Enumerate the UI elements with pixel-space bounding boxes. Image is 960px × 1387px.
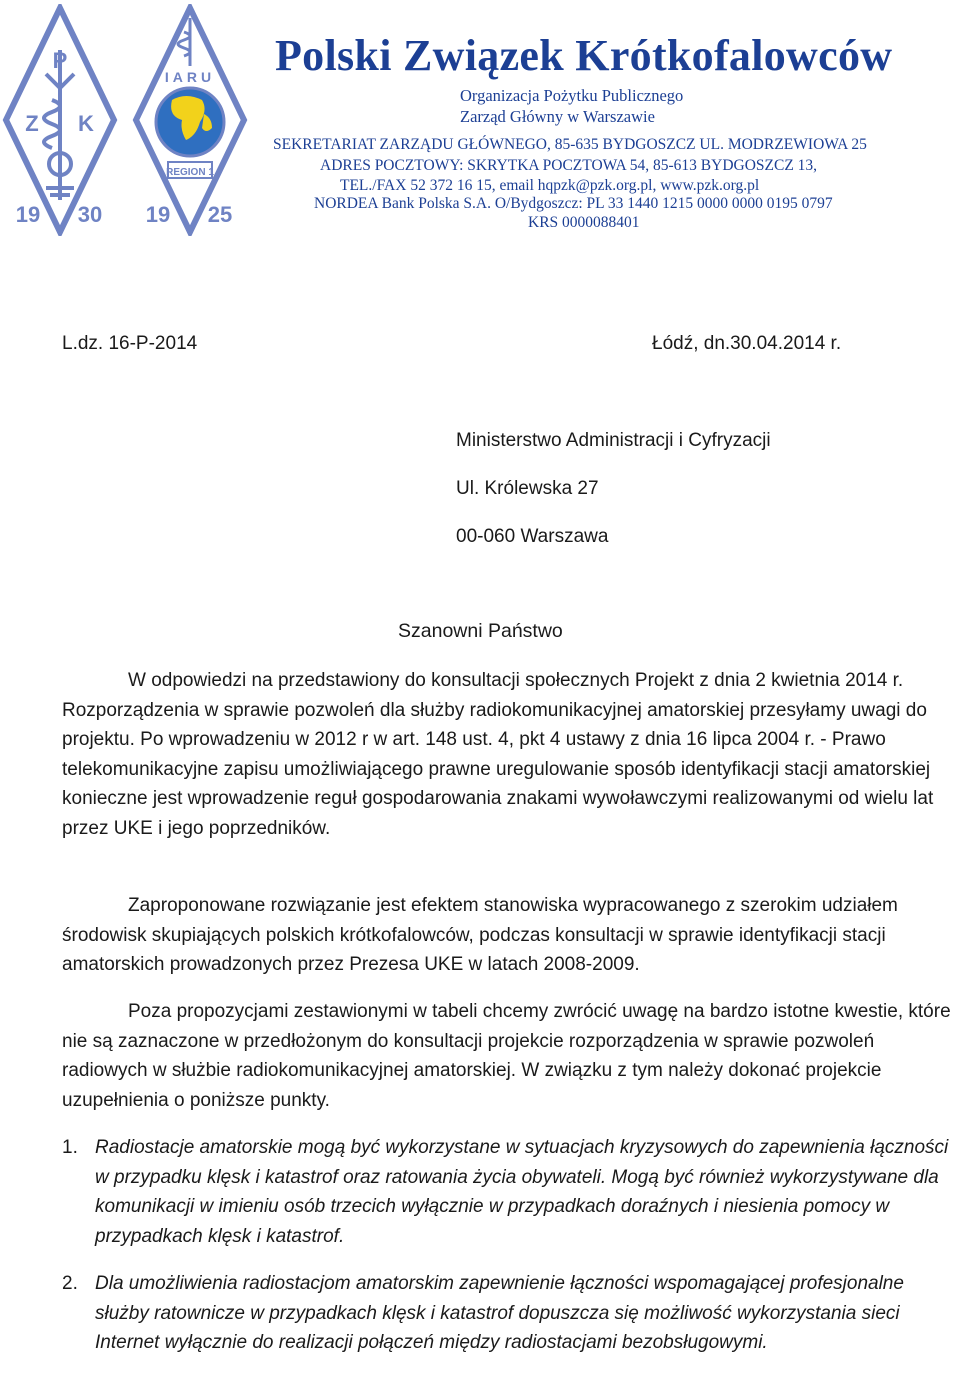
iaru-logo [132,4,248,236]
recipient-street: Ul. Królewska 27 [456,478,599,499]
iaru-logo-year-right: 25 [207,202,233,227]
organization-board: Zarząd Główny w Warszawie [460,107,655,126]
secretariat-address: SEKRETARIAT ZARZĄDU GŁÓWNEGO, 85-635 BYDGOSZCZ UL. MODRZEWIOWA 25 [273,136,867,153]
list-item-number: 1. [62,1137,78,1158]
recipient-name: Ministerstwo Administracji i Cyfryzacji [456,430,771,451]
body-paragraph: W odpowiedzi na przedstawiony do konsultacji społecznych Projekt z dnia 2 kwietnia 2014 r. Rozporządzenia w sprawie pozwoleń dla służby radiokomunikacyjnej amatorskiej przesyłamy uwagi do projektu. Po wprowadzeniu w 2012 r w art. 148 ust. 4, pkt 4 ustawy z dnia 16 lipca 2004 r. - Prawo telekomunikacyjne zapisu umożliwiającego prawne uregulowanie sposób identyfikacji stacji amatorskiej konieczne jest wprowadzenie reguł gospodarowania znakami wywoławczymi realizowanymi od wielu lat przez UKE i jego poprzedników. [62,670,934,839]
list-item-number: 2. [62,1273,78,1294]
salutation: Szanowni Państwo [398,620,563,642]
body-paragraph: Poza propozycjami zestawionymi w tabeli chcemy zwrócić uwagę na bardzo istotne kwestie, które nie są zaznaczone w przedłożonym do konsultacji projekcie rozporządzenia w sprawie pozwoleń radiowych w służbie radiokomunikacyjnej amatorskiej. W związku z tym należy dokonać projekcie uzupełnienia o poniższe punkty. [62,1001,951,1111]
postal-address: ADRES POCZTOWY: SKRYTKA POCZTOWA 54, 85-613 BYDGOSZCZ 13, [320,157,818,174]
bank-account: NORDEA Bank Polska S.A. O/Bydgoszcz: PL 33 1440 1215 0000 0000 0195 0797 [314,195,833,212]
list-item-text: Dla umożliwienia radiostacjom amatorskim zapewnienie łączności wspomagającej profesjonalne służby ratownicze w przypadkach klęsk i katastrof dopuszcza się możliwość wykorzystania sieci Internet wyłącznie do realizacji połączeń między radiostacjami bezobsługowymi. [95,1273,904,1353]
pzk-logo-year-left: 19 [15,202,41,227]
contact-phone-email: TEL./FAX 52 372 16 15, email hqpzk@pzk.org.pl, www.pzk.org.pl [340,177,760,194]
iaru-logo-region: REGION 1 [166,167,214,178]
krs-number: KRS 0000088401 [528,214,640,231]
pzk-logo [2,4,118,236]
pzk-logo-year-right: 30 [77,202,103,227]
list-item [62,1133,952,1251]
pzk-logo-letter-k: K [78,111,94,136]
list-item [62,1269,952,1358]
body-paragraph: Zaproponowane rozwiązanie jest efektem stanowiska wypracowanego z szerokim udziałem środowisk skupiających polskich krótkofalowców, podczas konsultacji w sprawie identyfikacji stacji amatorskich prowadzonych przez Prezesa UKE w latach 2008-2009. [62,895,898,975]
pzk-logo-letter-z: Z [25,111,39,136]
recipient-city: 00-060 Warszawa [456,526,609,547]
place-and-date: Łódź, dn.30.04.2014 r. [652,333,842,354]
proposals-list [62,1133,952,1376]
organization-status: Organizacja Pożytku Publicznego [460,86,684,105]
list-item-text: Radiostacje amatorskie mogą być wykorzystane w sytuacjach kryzysowych do zapewnienia łączności w przypadku klęsk i katastrof oraz ratowania życia obywateli. Mogą być również wykorzystywane dla komunikacji w imieniu osób trzecich wyłącznie w przypadkach doraźnych i niesienia pomocy w przypadkach klęsk i katastrof. [95,1137,949,1247]
iaru-logo-year-left: 19 [145,202,171,227]
iaru-logo-arc-text: IARU [164,69,216,85]
pzk-logo-letter-p: P [52,48,68,73]
organization-name: Polski Związek Krótkofalowców [275,31,893,80]
reference-number: L.dz. 16-P-2014 [62,333,198,354]
